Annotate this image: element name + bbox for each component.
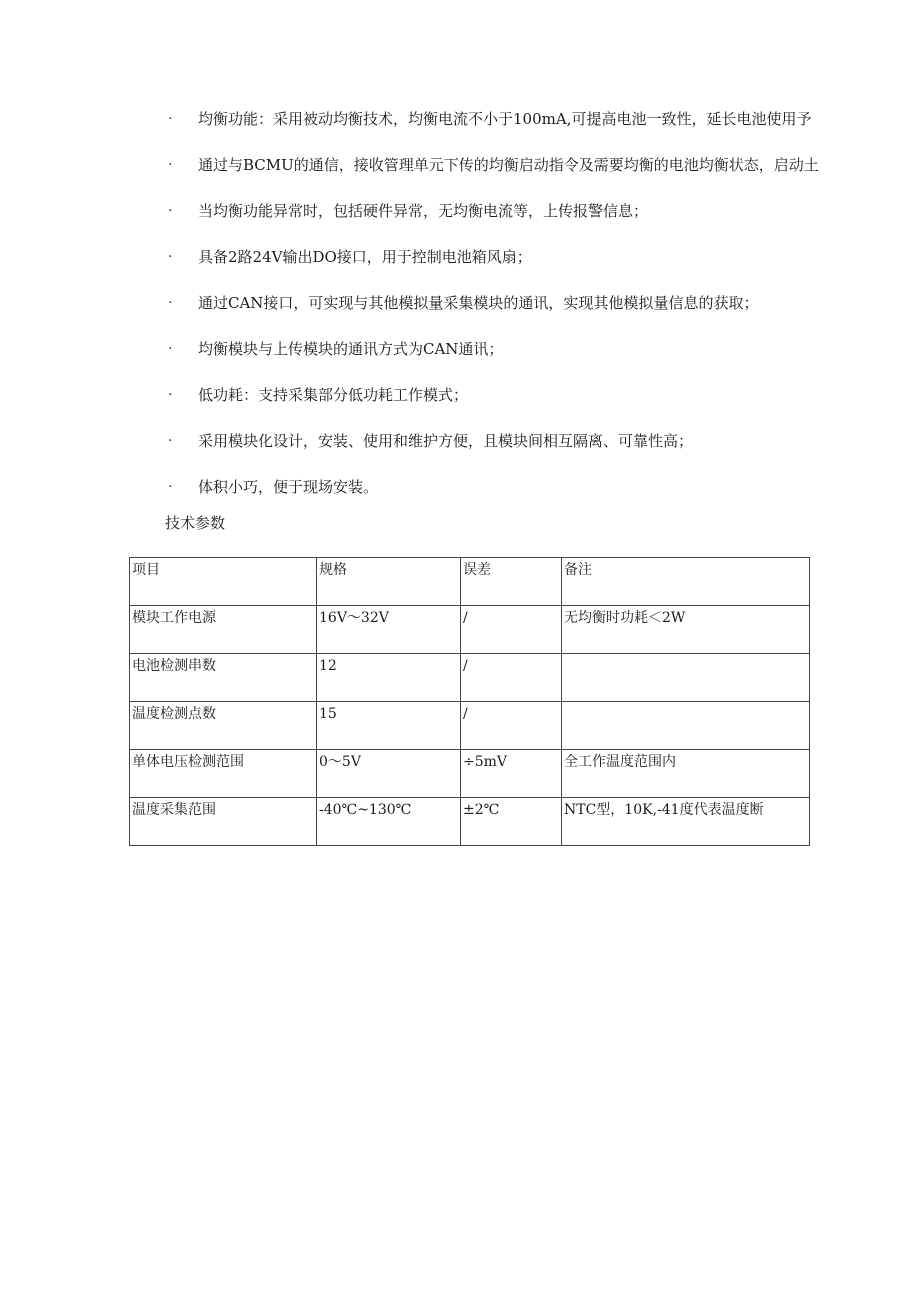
table-header-cell: 备注 <box>562 558 810 606</box>
table-row <box>130 606 810 654</box>
list-item <box>168 430 848 476</box>
list-item-text: 均衡功能：采用被动均衡技术，均衡电流不小于100mA,可提高电池一致性，延长电池使用予 <box>198 110 812 128</box>
table-cell: NTC型，10K,-41度代表温度断 <box>562 798 810 846</box>
table-row <box>130 750 810 798</box>
table-cell: 无均衡时功耗＜2W <box>562 606 810 654</box>
list-item <box>168 384 848 430</box>
bullet-dot-icon: · <box>168 203 173 219</box>
table-cell: / <box>461 702 562 750</box>
table-cell: 12 <box>317 654 461 702</box>
table-cell: 15 <box>317 702 461 750</box>
table-cell: 电池检测串数 <box>130 654 317 702</box>
table-header-row <box>130 558 810 606</box>
list-item-text: 采用模块化设计，安装、使用和维护方便，且模块间相互隔离、可靠性高； <box>198 432 694 450</box>
bullet-dot-icon: · <box>168 341 173 357</box>
table-cell: 全工作温度范围内 <box>562 750 810 798</box>
bullet-dot-icon: · <box>168 157 173 173</box>
table-cell <box>562 654 810 702</box>
list-item-text: 低功耗：支持采集部分低功耗工作模式； <box>198 386 469 404</box>
table-row <box>130 654 810 702</box>
bullet-dot-icon: · <box>168 249 173 265</box>
parameters-table <box>129 557 810 846</box>
table-cell: 16V～32V <box>317 606 461 654</box>
table-header-cell: 规格 <box>317 558 461 606</box>
table-cell: 温度检测点数 <box>130 702 317 750</box>
table-cell: / <box>461 654 562 702</box>
table-cell: ÷5mV <box>461 750 562 798</box>
list-item <box>168 154 848 200</box>
table-cell: 模块工作电源 <box>130 606 317 654</box>
bullet-dot-icon: · <box>168 387 173 403</box>
list-item-text: 具备2路24V输出DO接口，用于控制电池箱风扇； <box>198 248 532 266</box>
table-header-cell: 误差 <box>461 558 562 606</box>
list-item-text: 当均衡功能异常时，包括硬件异常，无均衡电流等，上传报警信息； <box>198 202 649 220</box>
table-cell: ±2℃ <box>461 798 562 846</box>
list-item <box>168 108 848 154</box>
bullet-dot-icon: · <box>168 295 173 311</box>
table-row <box>130 798 810 846</box>
bullet-dot-icon: · <box>168 479 173 495</box>
table-cell <box>562 702 810 750</box>
list-item <box>168 246 848 292</box>
list-item <box>168 200 848 246</box>
table-cell: 温度采集范围 <box>130 798 317 846</box>
list-item <box>168 476 848 522</box>
list-item-text: 通过与BCMU的通信，接收管理单元下传的均衡启动指令及需要均衡的电池均衡状态，启动土 <box>198 156 819 174</box>
table-cell: -40℃~130℃ <box>317 798 461 846</box>
list-item <box>168 292 848 338</box>
table-cell: / <box>461 606 562 654</box>
list-item-text: 体积小巧，便于现场安装。 <box>198 478 379 496</box>
list-item-text: 通过CAN接口，可实现与其他模拟量采集模块的通讯，实现其他模拟量信息的获取； <box>198 294 759 312</box>
section-heading: 技术参数 <box>165 514 226 532</box>
list-item <box>168 338 848 384</box>
bullet-dot-icon: · <box>168 111 173 127</box>
table-cell: 0～5V <box>317 750 461 798</box>
table-cell: 单体电压检测范围 <box>130 750 317 798</box>
list-item-text: 均衡模块与上传模块的通讯方式为CAN通讯； <box>198 340 504 358</box>
bullet-dot-icon: · <box>168 433 173 449</box>
table-row <box>130 702 810 750</box>
table-header-cell: 项目 <box>130 558 317 606</box>
feature-list <box>168 108 848 522</box>
